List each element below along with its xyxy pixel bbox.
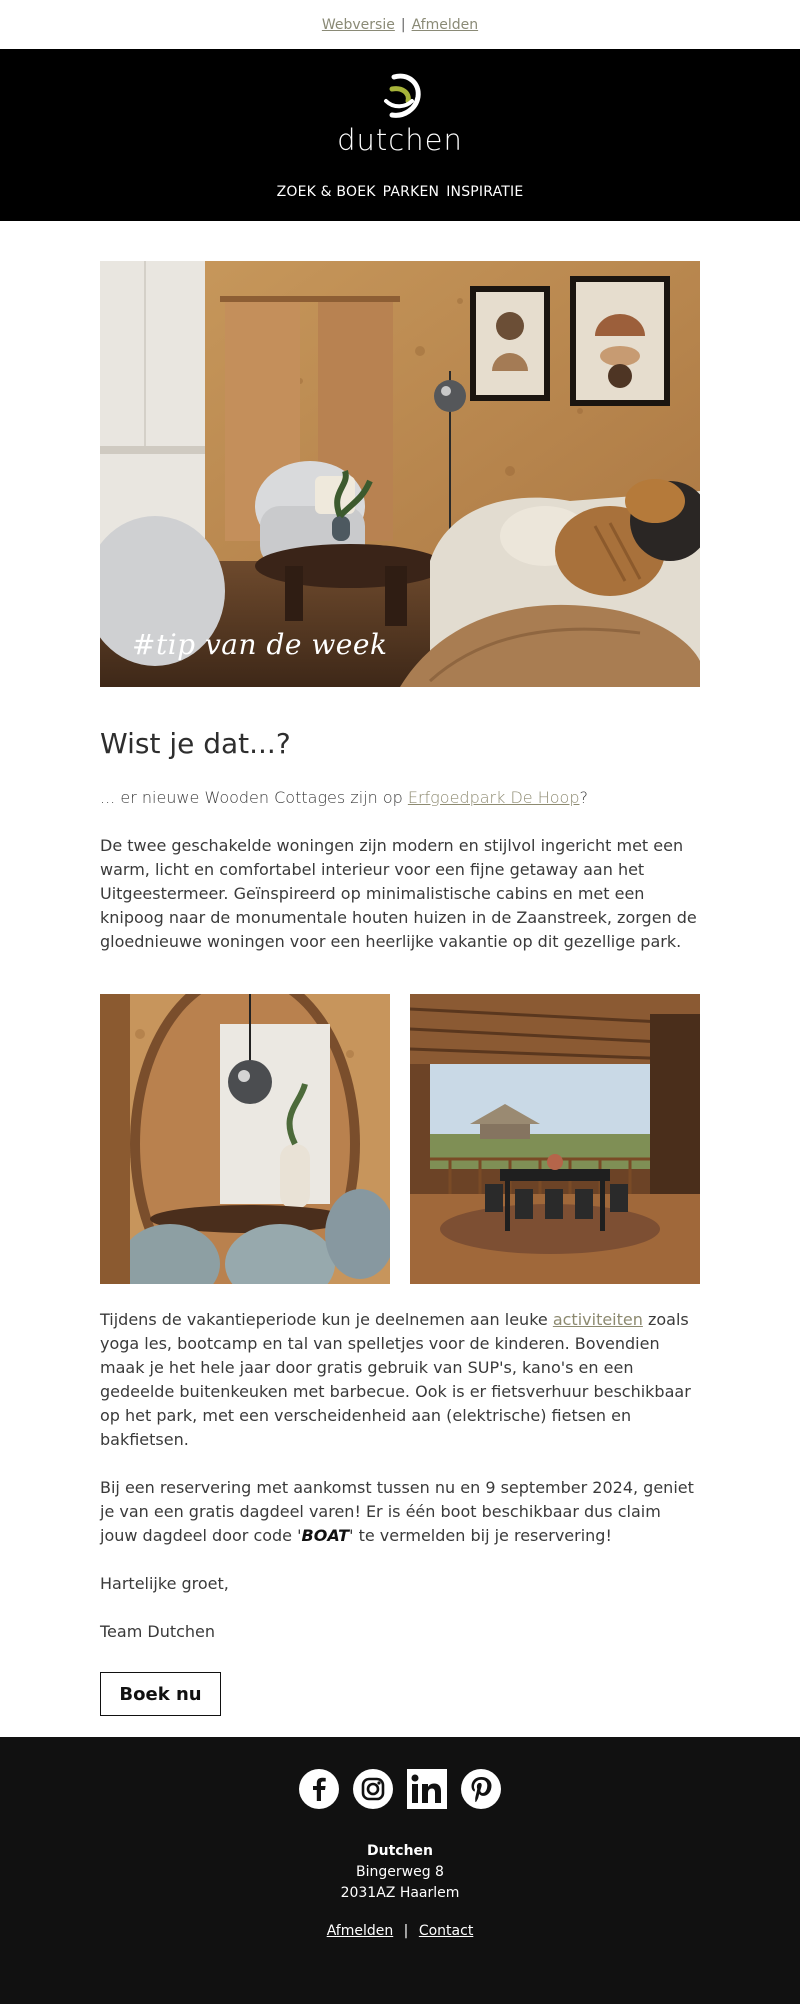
contact-link[interactable]: Contact [418,1923,474,1939]
dutchen-logo-icon [372,71,428,125]
image-row [100,994,700,1284]
unsubscribe-link-footer[interactable]: Afmelden [326,1923,394,1939]
intro-suffix: ? [579,788,588,807]
article-paragraph-3 [100,1476,700,1548]
address-city: 2031AZ Haarlem [340,1885,460,1901]
erfgoedpark-link[interactable]: Erfgoedpark De Hoop [407,788,580,807]
email-footer [0,1737,800,2004]
address-street: Bingerweg 8 [356,1864,444,1880]
hero-image[interactable] [100,261,700,687]
header-nav [0,184,800,200]
book-now-button[interactable]: Boek nu [100,1672,221,1716]
nav-search-book[interactable]: ZOEK & BOEK [276,184,376,200]
nav-inspiration[interactable]: INSPIRATIE [446,184,524,200]
social-links [0,1769,800,1809]
linkedin-icon[interactable] [407,1769,447,1809]
hero-hashtag: #tip van de week [132,628,388,661]
company-name: Dutchen [366,1843,433,1859]
covered-porch-photo [410,994,700,1284]
paragraph-2-prefix: Tijdens de vakantieperiode kun je deelnemen aan leuke [100,1310,553,1329]
article-headline: Wist je dat...? [100,727,291,760]
activities-link[interactable]: activiteiten [552,1310,643,1329]
article-intro [100,786,700,810]
porch-image[interactable] [410,994,700,1284]
preheader-separator: | [400,16,406,33]
dutchen-logo[interactable] [0,71,800,157]
intro-prefix: ... er nieuwe Wooden Cottages zijn op [100,788,408,807]
logo-wordmark: dutchen [337,123,463,157]
email-header [0,49,800,221]
nav-parks[interactable]: PARKEN [382,184,440,200]
paragraph-2-suffix: zoals yoga les, bootcamp en tal van spelletjes voor de kinderen. Bovendien maak je het hele jaar door gratis gebruik van SUP's, kano's en een gedeelde buitenkeuken met barbecue. Ook is er fietsverhuur beschikbaar op het park, met een verscheidenheid aan (elektrische) fietsen en bakfietsen. [100,1310,691,1449]
living-room-photo [100,261,700,687]
paragraph-3-prefix: Bij een reservering met aankomst tussen nu en 9 september 2024, geniet je van een gratis dagdeel varen! Er is één boot beschikbaar dus claim jouw dagdeel door code ' [100,1478,694,1545]
footer-links [0,1923,800,1939]
signature: Team Dutchen [100,1622,216,1641]
article-paragraph-1: De twee geschakelde woningen zijn modern en stijlvol ingericht met een warm, licht en comfortabel interieur voor een fijne getaway aan het Uitgeestermeer. Geïnspireerd op minimalistische cabins en met een knipoog naar de monumentale houten huizen in de Zaanstreek, zorgen de gloednieuwe woningen voor een heerlijke vakantie op dit gezellige park. [100,836,697,951]
paragraph-3-suffix: ' te vermelden bij je reservering! [349,1526,612,1545]
dining-area-photo [100,994,390,1284]
dining-area-image[interactable] [100,994,390,1284]
unsubscribe-link-top[interactable]: Afmelden [411,16,479,33]
promo-code: BOAT [301,1526,350,1545]
instagram-icon[interactable] [353,1769,393,1809]
web-version-link[interactable]: Webversie [321,16,395,33]
facebook-icon[interactable] [299,1769,339,1809]
greeting: Hartelijke groet, [100,1574,229,1593]
footer-separator: | [403,1923,409,1939]
company-address [0,1841,800,1904]
email-content [100,261,700,1716]
pinterest-icon[interactable] [461,1769,501,1809]
preheader [0,0,800,49]
article-paragraph-2 [100,1308,700,1452]
